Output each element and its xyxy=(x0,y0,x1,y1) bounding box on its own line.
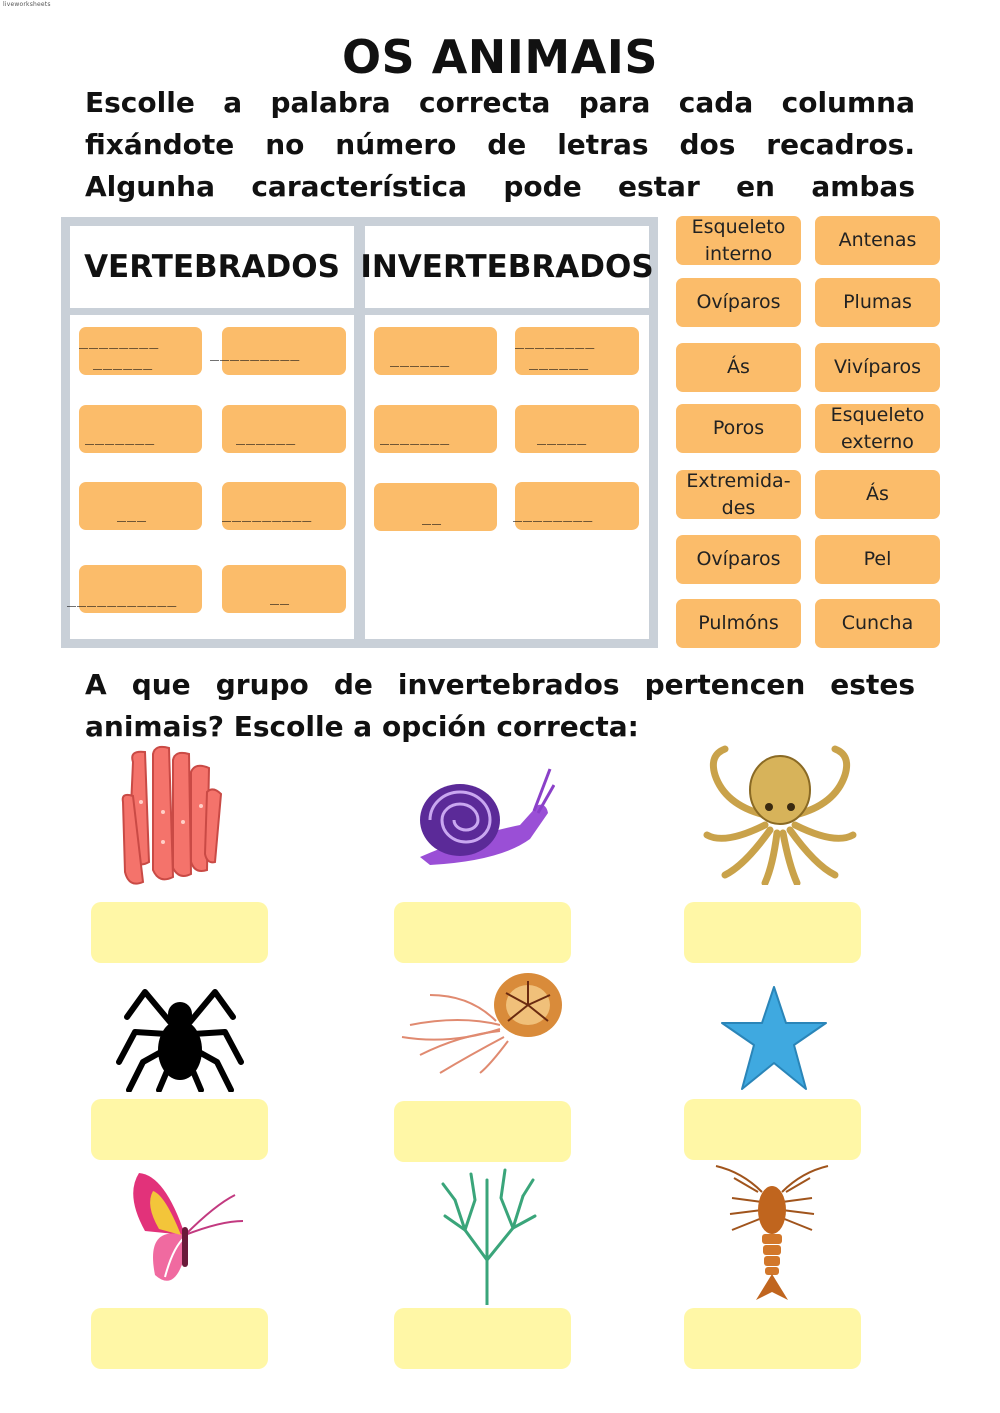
answer-box-lobster[interactable] xyxy=(684,1308,861,1369)
word-tile[interactable]: Poros xyxy=(676,404,801,453)
letter-hint: __ xyxy=(422,507,443,525)
drop-slot-vert-5[interactable] xyxy=(79,482,202,530)
answer-box-coral[interactable] xyxy=(394,1308,571,1369)
letter-hint: ______ xyxy=(236,427,297,445)
answer-box-sponge[interactable] xyxy=(91,902,268,963)
word-tile[interactable]: Pel xyxy=(815,535,940,584)
letter-hint: ______ xyxy=(529,352,590,370)
octopus-image xyxy=(695,735,865,885)
letter-hint: _______ xyxy=(85,427,156,445)
letter-hint: _________ xyxy=(222,504,313,522)
drop-slot-vert-8[interactable] xyxy=(222,565,346,613)
word-tile[interactable]: Esqueleto externo xyxy=(815,404,940,453)
drop-slot-vert-7[interactable] xyxy=(67,565,202,613)
drop-slot-vert-6[interactable] xyxy=(222,482,346,530)
word-tile[interactable]: Esqueleto interno xyxy=(676,216,801,265)
jellyfish-image xyxy=(400,965,570,1075)
instruction-classify: Escolle a palabra correcta para cada columna fixándote no número de letras dos recadros. Algunha característica pode estar en ambas xyxy=(85,86,915,203)
letter-hint: __ xyxy=(270,587,291,605)
letter-hint: ________ xyxy=(513,504,594,522)
letter-hint: ________ xyxy=(515,331,596,349)
drop-slot-invert-1[interactable] xyxy=(374,327,497,375)
word-tile[interactable]: Vivíparos xyxy=(815,343,940,392)
answer-box-spider[interactable] xyxy=(91,1099,268,1160)
answer-box-snail[interactable] xyxy=(394,902,571,963)
letter-hint: ________ xyxy=(79,331,160,349)
answer-box-butterfly[interactable] xyxy=(91,1308,268,1369)
letter-hint: ___________ xyxy=(67,589,178,607)
letter-hint: _______ xyxy=(380,427,451,445)
answer-box-octopus[interactable] xyxy=(684,902,861,963)
drop-slot-vert-3[interactable] xyxy=(79,405,202,453)
word-tile[interactable]: Ovíparos xyxy=(676,535,801,584)
answer-box-jellyfish[interactable] xyxy=(394,1101,571,1162)
spider-image xyxy=(115,962,245,1092)
drop-slot-invert-3[interactable] xyxy=(374,405,497,453)
word-tile[interactable]: Antenas xyxy=(815,216,940,265)
drop-slot-invert-4[interactable] xyxy=(515,405,639,453)
drop-slot-vert-1[interactable] xyxy=(79,327,202,375)
butterfly-image xyxy=(125,1165,245,1295)
letter-hint: ______ xyxy=(390,349,451,367)
drop-slot-vert-4[interactable] xyxy=(222,405,346,453)
sponge-image xyxy=(115,742,230,892)
coral-image xyxy=(435,1160,540,1305)
starfish-image xyxy=(718,985,830,1093)
word-tile[interactable]: Extremida-des xyxy=(676,470,801,519)
header-invertebrados: INVERTEBRADOS xyxy=(365,226,649,308)
letter-hint: _________ xyxy=(210,343,301,361)
word-tile[interactable]: Ás xyxy=(676,343,801,392)
instruction-groups: A que grupo de invertebrados pertencen estes animais? Escolle a opción correcta: xyxy=(85,668,915,743)
word-tile[interactable]: Pulmóns xyxy=(676,599,801,648)
snail-image xyxy=(410,765,555,870)
watermark: liveworksheets xyxy=(3,1,51,8)
page-title: OS ANIMAIS xyxy=(341,30,659,84)
lobster-image xyxy=(712,1162,832,1302)
letter-hint: ______ xyxy=(93,352,154,370)
letter-hint: _____ xyxy=(537,427,588,445)
word-tile[interactable]: Plumas xyxy=(815,278,940,327)
word-tile[interactable]: Ovíparos xyxy=(676,278,801,327)
answer-box-starfish[interactable] xyxy=(684,1099,861,1160)
drop-slot-vert-2[interactable] xyxy=(210,327,346,375)
word-tile[interactable]: Ás xyxy=(815,470,940,519)
drop-slot-invert-5[interactable] xyxy=(374,483,497,531)
drop-slot-invert-2[interactable] xyxy=(515,327,639,375)
drop-slot-invert-6[interactable] xyxy=(515,482,639,530)
header-vertebrados: VERTEBRADOS xyxy=(70,226,354,308)
letter-hint: ___ xyxy=(117,504,148,522)
word-tile[interactable]: Cuncha xyxy=(815,599,940,648)
